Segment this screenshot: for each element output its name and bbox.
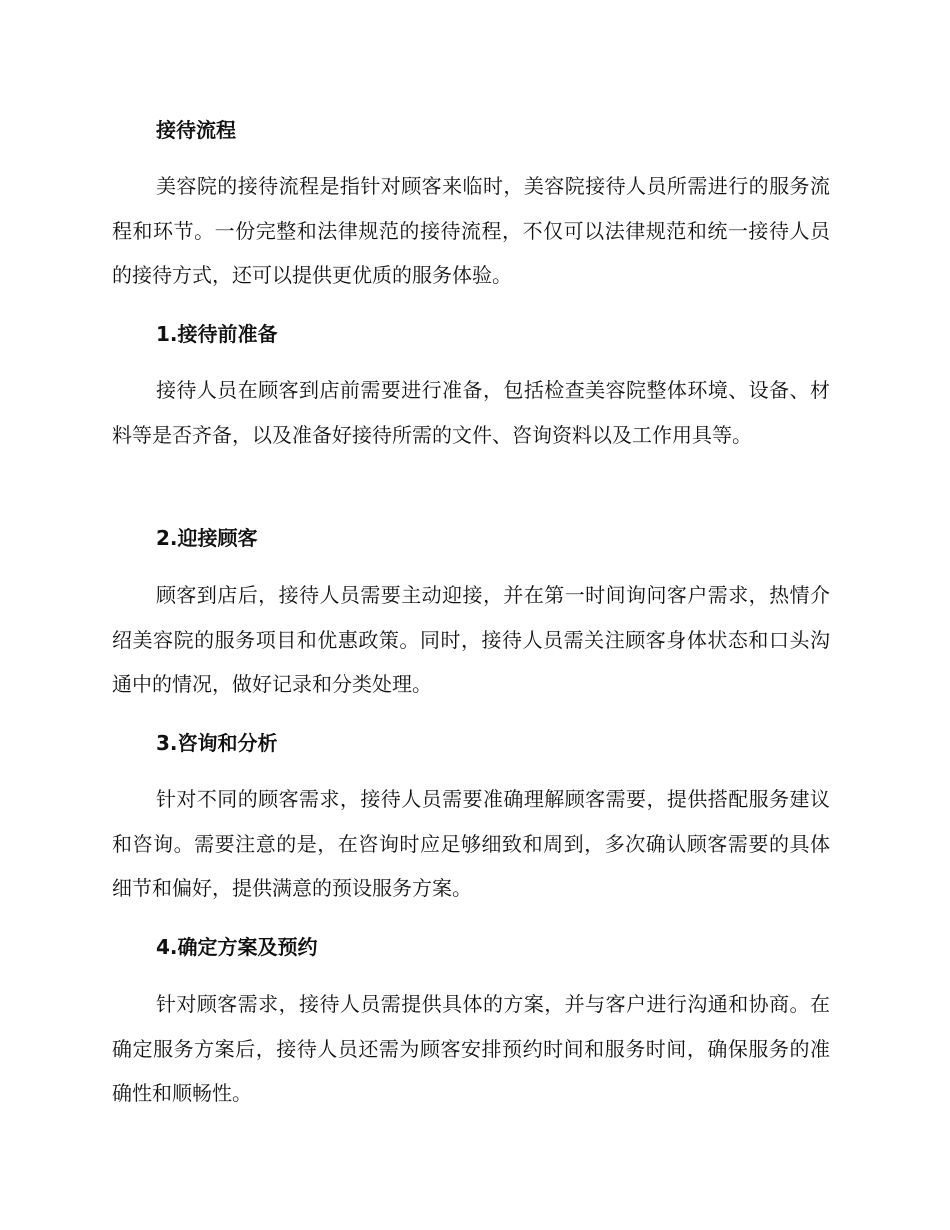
section-body-2: 顾客到店后，接待人员需要主动迎接，并在第一时间询问客户需求，热情介绍美容院的服务项目和优惠政策。同时，接待人员需关注顾客身体状态和口头沟通中的情况，做好记录和分类处理。 bbox=[112, 583, 830, 696]
section-body-1: 接待人员在顾客到店前需要进行准备，包括检查美容院整体环境、设备、材料等是否齐备，以及准备好接待所需的文件、咨询资料以及工作用具等。 bbox=[112, 378, 830, 447]
section-heading-3: 3.咨询和分析 bbox=[156, 731, 278, 755]
section-heading-4: 4.确定方案及预约 bbox=[156, 935, 318, 959]
section-heading-2: 2.迎接顾客 bbox=[156, 526, 258, 550]
section-body-3: 针对不同的顾客需求，接待人员需要准确理解顾客需要，提供搭配服务建议和咨询。需要注意的是，在咨询时应足够细致和周到，多次确认顾客需要的具体细节和偏好，提供满意的预设服务方案。 bbox=[112, 787, 830, 900]
intro-paragraph: 美容院的接待流程是指针对顾客来临时，美容院接待人员所需进行的服务流程和环节。一份完整和法律规范的接待流程，不仅可以法律规范和统一接待人员的接待方式，还可以提供更优质的服务体验。 bbox=[112, 174, 830, 287]
section-heading-1: 1.接待前准备 bbox=[156, 322, 278, 346]
section-body-4: 针对顾客需求，接待人员需提供具体的方案，并与客户进行沟通和协商。在确定服务方案后，接待人员还需为顾客安排预约时间和服务时间，确保服务的准确性和顺畅性。 bbox=[112, 992, 830, 1105]
document-title: 接待流程 bbox=[156, 118, 236, 142]
